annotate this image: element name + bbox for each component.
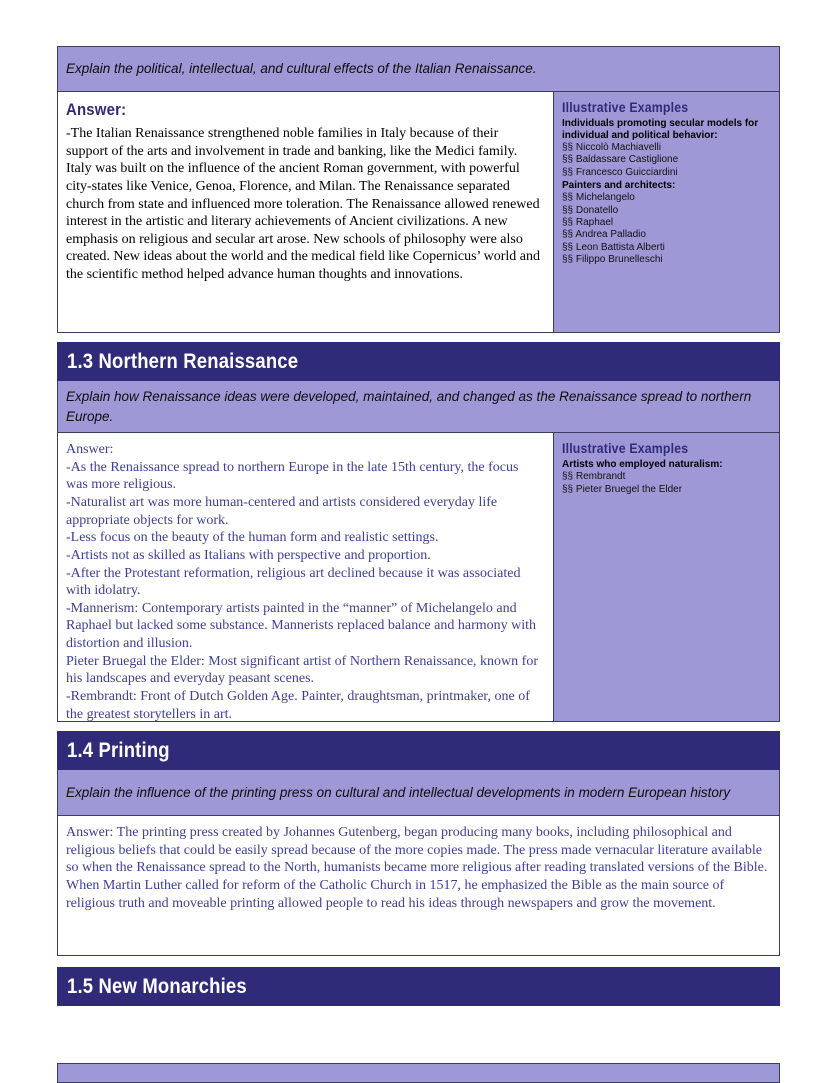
example-item: §§ Michelangelo (562, 192, 635, 204)
question-banner-printing (57, 770, 780, 816)
question-text: Explain the influence of the printing press on cultural and intellectual developments in modern European history (66, 784, 731, 800)
example-item: §§ Niccolò Machiavelli (562, 142, 661, 153)
answer-line: -Less focus on the beauty of the human form and realistic settings. (66, 530, 439, 546)
section-header-1-5 (57, 967, 780, 1006)
example-item: §§ Leon Battista Alberti (562, 241, 665, 253)
examples-group-heading: Painters and architects: (562, 180, 676, 192)
examples-title: Illustrative Examples (562, 99, 689, 115)
answer-line: -As the Renaissance spread to northern Europe in the late 15th century, the focus was more religious. (66, 459, 519, 493)
illustrative-examples-sidebar (553, 92, 779, 332)
example-item: §§ Baldassare Castiglione (562, 154, 679, 166)
section-new-monarchies (57, 967, 780, 1006)
section-italian-renaissance (57, 46, 780, 333)
examples-group-heading: Individuals promoting secular models for individual and political behavior: (562, 118, 759, 141)
notes-content (57, 46, 780, 1006)
example-item: §§ Andrea Palladio (562, 229, 646, 241)
section-header-1-3 (57, 342, 780, 381)
answer-line: -Naturalist art was more human-centered and artists considered everyday life appropriate objects for work. (66, 495, 498, 528)
illustrative-examples-sidebar (553, 433, 779, 721)
section-header-title: 1.3 Northern Renaissance (67, 349, 299, 373)
examples-title: Illustrative Examples (562, 440, 689, 457)
example-item: §§ Pieter Bruegel the Elder (562, 483, 683, 495)
answer-box-italian-renaissance (57, 92, 780, 333)
example-item: §§ Filippo Brunelleschi (562, 254, 663, 266)
section-northern-renaissance (57, 342, 780, 722)
answer-label: Answer: (66, 100, 127, 119)
example-item: §§ Raphael (562, 216, 614, 228)
answer-area (58, 816, 779, 955)
section-printing (57, 731, 780, 956)
answer-text: -The Italian Renaissance strengthened noble families in Italy because of their support of the arts and involvement in trade and banking, like the Medici family. Italy was built on the influence of the ancient Roman government, with powerful city-states like Venice, Genoa, Florence, and Milan. The Renaissance separated church from state and influenced more toleration. The Renaissance allowed renewed interest in the artistic and literary achievements of Ancient civilizations. A new emphasis on religious and secular art arose. New schools of philosophy were also created. New ideas about the world and the medical field like Copernicus’ world and the scientific method helped advance human thoughts and innovations. (66, 126, 541, 282)
answer-line: -Artists not as skilled as Italians with perspective and proportion. (66, 547, 431, 563)
example-item: §§ Donatello (562, 204, 619, 216)
answer-area (58, 433, 553, 721)
answer-line: -Mannerism: Contemporary artists painted in the “manner” of Michelangelo and Raphael but lacked some substance. Mannerists replaced balance and harmony with distortion and illusion. (66, 600, 537, 651)
answer-box-northern-renaissance (57, 433, 780, 722)
example-item: §§ Rembrandt (562, 471, 626, 483)
answer-line: -Rembrandt: Front of Dutch Golden Age. Painter, draughtsman, printmaker, one of the greatest storytellers in art. (66, 688, 530, 722)
section-header-title: 1.4 Printing (67, 738, 170, 762)
answer-line: Pieter Bruegal the Elder: Most significant artist of Northern Renaissance, known for his landscapes and everyday peasant scenes. (66, 653, 538, 687)
example-item: §§ Francesco Guicciardini (562, 166, 678, 178)
question-text: Explain the political, intellectual, and cultural effects of the Italian Renaissance. (66, 61, 537, 77)
answer-line: -After the Protestant reformation, religious art declined because it was associated with idolatry. (66, 565, 521, 599)
answer-box-printing (57, 816, 780, 956)
question-banner-northern-renaissance (57, 381, 780, 433)
section-header-title: 1.5 New Monarchies (67, 974, 247, 998)
question-text: Explain how Renaissance ideas were developed, maintained, and changed as the Renaissance spread to northern Europe. (66, 389, 752, 424)
answer-text: Answer: The printing press created by Johannes Gutenberg, began producing many books, including philosophical and religious beliefs that could be easily spread because of the more copies made. The press made vernacular literature available so when the Renaissance spread to the North, humanists became more religious after reading translated versions of the Bible. When Martin Luther called for reform of the Catholic Church in 1517, he emphasized the Bible as the main source of religious truth and moveable printing allowed people to read his ideas through newspapers and grow the movement. (66, 825, 768, 911)
partial-question-banner (57, 1063, 780, 1083)
examples-group-heading: Artists who employed naturalism: (562, 459, 723, 471)
section-header-1-4 (57, 731, 780, 770)
answer-area (58, 92, 553, 332)
question-banner-italian-renaissance (57, 46, 780, 92)
answer-line: Answer: (66, 442, 114, 458)
